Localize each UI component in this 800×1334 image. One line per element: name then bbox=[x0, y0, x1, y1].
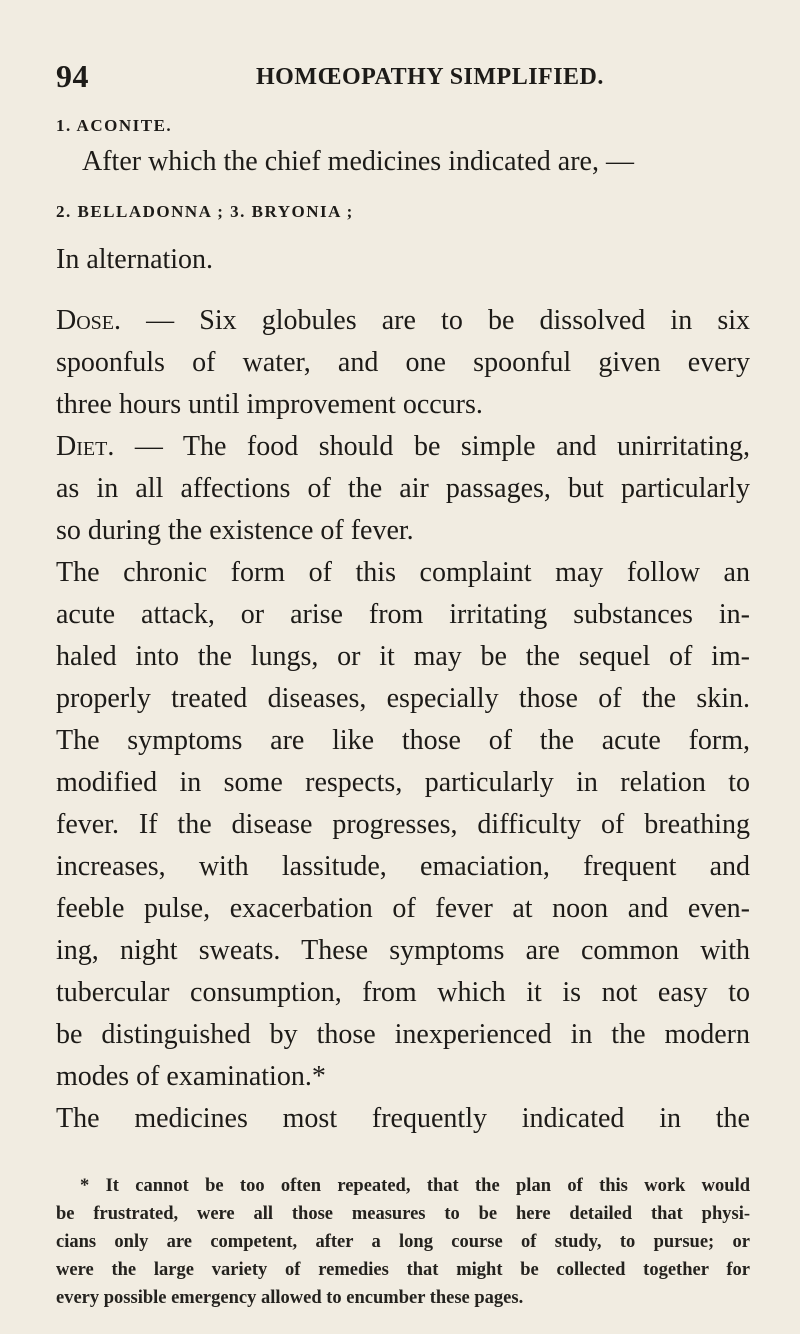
footnote-line: be frustrated, were all those measures to be here detailed that physi- bbox=[56, 1204, 750, 1224]
dose-label: Dose. bbox=[56, 305, 122, 336]
dose-line-1 bbox=[56, 305, 750, 337]
dose-text-1: — Six globules are to be dissolved in six bbox=[121, 305, 750, 336]
paragraph-line: ing, night sweats. These symptoms are common with bbox=[56, 935, 750, 966]
footnote-line: every possible emergency allowed to encumber these pages. bbox=[56, 1288, 524, 1308]
paragraph-line: The medicines most frequently indicated in the bbox=[56, 1103, 750, 1134]
dose-line-3: three hours until improvement occurs. bbox=[56, 389, 483, 420]
paragraph-line: tubercular consumption, from which it is not easy to bbox=[56, 977, 750, 1008]
footnote-line: cians only are competent, after a long course of study, to pursue; or bbox=[56, 1232, 750, 1252]
remedy-aconite: 1. ACONITE. bbox=[56, 116, 173, 135]
paragraph-line: haled into the lungs, or it may be the sequel of im- bbox=[56, 641, 750, 672]
diet-label: Diet. bbox=[56, 431, 115, 462]
paragraph-line: properly treated diseases, especially those of the skin. bbox=[56, 683, 750, 714]
paragraph-line: be distinguished by those inexperienced in the modern bbox=[56, 1019, 750, 1050]
dose-line-2: spoonfuls of water, and one spoonful given every bbox=[56, 347, 750, 378]
paragraph-line: The symptoms are like those of the acute form, bbox=[56, 725, 750, 756]
paragraph-line: acute attack, or arise from irritating substances in- bbox=[56, 599, 750, 630]
diet-line-2: as in all affections of the air passages, but particularly bbox=[56, 473, 750, 504]
running-head bbox=[56, 58, 746, 98]
diet-text-1: — The food should be simple and unirritating, bbox=[114, 431, 750, 462]
paragraph-line: modes of examination.* bbox=[56, 1061, 326, 1092]
paragraph-line: fever. If the disease progresses, difficulty of breathing bbox=[56, 809, 750, 840]
footnote-line: * It cannot be too often repeated, that the plan of this work would bbox=[80, 1176, 750, 1196]
footnote-line: were the large variety of remedies that might be collected together for bbox=[56, 1260, 750, 1280]
paragraph-line: The chronic form of this complaint may follow an bbox=[56, 557, 750, 588]
diet-line-1 bbox=[56, 431, 750, 463]
page-number: 94 bbox=[56, 58, 89, 94]
paragraph-line: increases, with lassitude, emaciation, frequent and bbox=[56, 851, 750, 882]
alternation-line: In alternation. bbox=[56, 244, 214, 275]
remedies-belladonna-bryonia: 2. BELLADONNA ; 3. BRYONIA ; bbox=[56, 202, 354, 221]
diet-line-3: so during the existence of fever. bbox=[56, 515, 414, 546]
paragraph-line: feeble pulse, exacerbation of fever at noon and even- bbox=[56, 893, 750, 924]
running-title: HOMŒOPATHY SIMPLIFIED. bbox=[256, 64, 604, 90]
after-which-line: After which the chief medicines indicated are, — bbox=[82, 146, 634, 177]
paragraph-line: modified in some respects, particularly in relation to bbox=[56, 767, 750, 798]
